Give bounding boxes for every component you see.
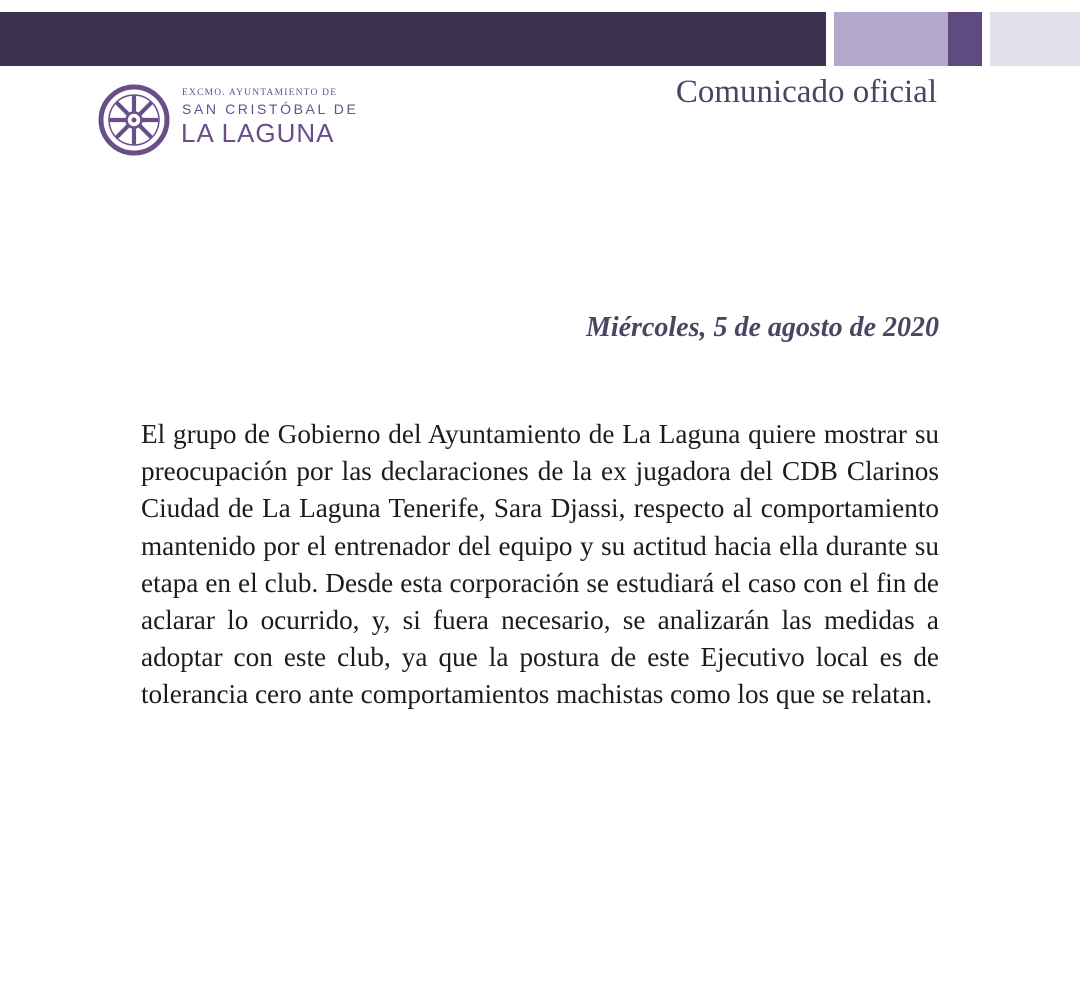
header-bar-mid-segment	[948, 12, 982, 66]
logo-line-1: EXCMO. AYUNTAMIENTO DE	[182, 88, 338, 98]
document-body: El grupo de Gobierno del Ayuntamiento de La Laguna quiere mostrar su preocupación por las declaraciones de la ex jugadora del CDB Clarinos Ciudad de La Laguna Tenerife, Sara Djassi, respecto al comportamiento mantenido por el entrenador del equipo y su actitud hacia ella durante su etapa en el club. Desde esta corporación se estudiará el caso con el fin de aclarar lo ocurrido, y, si fuera necesario, se analizarán las medidas a adoptar con este club, ya que la postura de este Ejecutivo local es de tolerancia cero ante comportamientos machistas como los que se relatan.	[141, 419, 939, 710]
document-title: Comunicado oficial	[675, 74, 937, 110]
header-bar-light-segment	[834, 12, 948, 66]
logo-line-3: LA LAGUNA	[181, 118, 335, 148]
header-bar-main-segment	[0, 12, 826, 66]
document-date: Miércoles, 5 de agosto de 2020	[585, 312, 939, 343]
logo-line-2: SAN CRISTÓBAL DE	[182, 101, 359, 117]
header-bar-pale-segment	[990, 12, 1080, 66]
city-emblem-icon	[98, 84, 170, 156]
header-bar	[0, 12, 1080, 66]
logo	[98, 84, 388, 156]
